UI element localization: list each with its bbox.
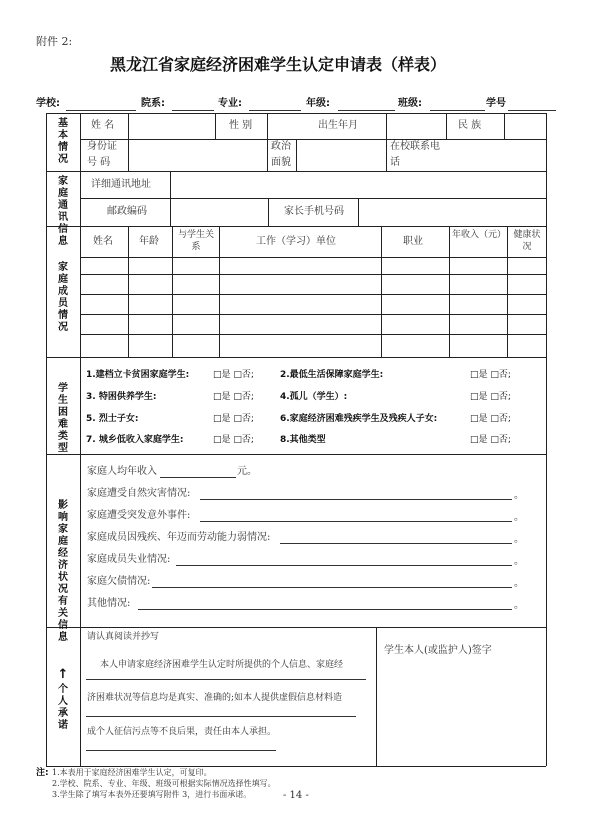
contact-section-label: 家庭通讯信息 [58, 176, 68, 247]
id-card-label-2: 号 码 [87, 157, 111, 168]
col-work-unit: 工作（学习）单位 [256, 236, 336, 247]
pledge-section-label: 个人承诺 [58, 684, 68, 731]
factor-end-5: 。 [514, 578, 524, 589]
signature-label: 学生本人(或监护人)签字 [384, 645, 492, 656]
factors-section-label: 影响家庭经济状况有关信息 [58, 500, 68, 643]
income-label: 家庭人均年收入 [87, 466, 157, 477]
factor-disability-field[interactable] [280, 543, 512, 544]
factor-unemployment-field[interactable] [176, 565, 512, 566]
political-label: 政治 [271, 141, 291, 152]
campus-phone-label: 在校联系电 [390, 141, 440, 152]
gender-label: 性 别 [229, 120, 253, 131]
factor-other-field[interactable] [138, 609, 512, 610]
factor-accident: 家庭遭受突发意外事件: [87, 510, 191, 521]
col-health: 健康状况 [513, 230, 541, 252]
parent-phone-label: 家长手机号码 [284, 206, 344, 217]
col-income: 年收入（元） [452, 230, 507, 240]
factor-end-6: 。 [514, 600, 524, 611]
difficulty-item-3-options[interactable]: □是 □否; [213, 392, 254, 402]
school-label: 学校: [36, 98, 60, 109]
factor-debt-field[interactable] [152, 587, 512, 588]
difficulty-section-label: 学生困难类型 [58, 383, 68, 454]
grade-label: 年级: [306, 98, 330, 109]
birth-label: 出生年月 [318, 120, 358, 131]
income-unit: 元。 [237, 466, 257, 477]
pledge-arrow-icon: ↑ [57, 667, 69, 682]
factor-natural-disaster-field[interactable] [200, 499, 512, 500]
pledge-copy-line-3[interactable] [86, 750, 276, 751]
difficulty-item-5-options[interactable]: □是 □否; [213, 414, 254, 424]
notes-label: 注: [36, 768, 49, 778]
difficulty-item-6-options[interactable]: □是 □否; [470, 414, 511, 424]
col-occupation: 职业 [403, 236, 423, 247]
factor-disability: 家庭成员因残疾、年迈而劳动能力弱情况: [87, 532, 271, 543]
student-id-field[interactable] [508, 110, 556, 111]
col-age: 年龄 [139, 236, 159, 247]
attachment-label: 附件 2: [36, 35, 73, 48]
factor-other: 其他情况: [87, 598, 131, 609]
difficulty-item-6: 6.家庭经济困难残疾学生及残疾人子女: [280, 414, 438, 424]
factor-unemployment: 家庭成员失业情况: [87, 554, 171, 565]
difficulty-item-1-options[interactable]: □是 □否; [213, 370, 254, 380]
name-label: 姓 名 [91, 120, 115, 131]
difficulty-item-7-options[interactable]: □是 □否; [213, 435, 254, 445]
factor-natural-disaster: 家庭遭受自然灾害情况: [87, 488, 191, 499]
pledge-instruction: 请认真阅读并抄写 [87, 632, 160, 642]
grade-field[interactable] [338, 110, 395, 111]
campus-phone-label-2: 话 [390, 157, 400, 168]
college-field[interactable] [172, 110, 214, 111]
difficulty-item-3: 3. 特困供养学生: [86, 392, 157, 402]
col-name: 姓名 [93, 236, 113, 247]
difficulty-item-4-options[interactable]: □是 □否; [470, 392, 511, 402]
postcode-label: 邮政编码 [107, 206, 147, 217]
major-label: 专业: [218, 98, 242, 109]
note-1: 1.本表用于家庭经济困难学生认定，可复印。 [52, 768, 212, 777]
members-section-label: 家庭成员情况 [58, 262, 68, 333]
difficulty-item-8-options[interactable]: □是 □否; [470, 435, 511, 445]
note-3: 3.学生除了填写本表外还要填写附件 3，进行书面承诺。 [52, 790, 252, 799]
page-number: - 14 - [283, 790, 309, 801]
difficulty-item-2-options[interactable]: □是 □否; [470, 370, 511, 380]
factor-accident-field[interactable] [200, 521, 512, 522]
difficulty-item-4: 4.孤儿（学生）: [280, 392, 348, 402]
factor-end-4: 。 [514, 556, 524, 567]
college-label: 院系: [141, 98, 165, 109]
pledge-copy-line-2[interactable] [86, 716, 356, 717]
difficulty-item-5: 5. 烈士子女: [86, 414, 139, 424]
difficulty-item-8: 8.其他类型 [280, 435, 326, 445]
pledge-text-1: 本人申请家庭经济困难学生认定时所提供的个人信息、家庭经 [100, 660, 344, 670]
school-field[interactable] [66, 110, 136, 111]
class-field[interactable] [430, 110, 485, 111]
pledge-text-2: 济困难状况等信息均是真实、准确的;如本人提供虚假信息材料造 [87, 693, 343, 703]
pledge-copy-line-1[interactable] [86, 679, 366, 680]
class-label: 班级: [398, 98, 422, 109]
basic-section-label: 基本情况 [58, 118, 68, 165]
factor-end-2: 。 [514, 512, 524, 523]
factor-debt: 家庭欠债情况: [87, 576, 151, 587]
difficulty-item-7: 7. 城乡低收入家庭学生: [86, 435, 184, 445]
factor-end-1: 。 [514, 490, 524, 501]
pledge-text-3: 成个人征信污点等不良后果，责任由本人承担。 [87, 727, 277, 737]
factor-end-3: 。 [514, 534, 524, 545]
difficulty-item-1: 1.建档立卡贫困家庭学生: [86, 370, 190, 380]
political-label-2: 面貌 [271, 157, 291, 168]
page-title: 黑龙江省家庭经济困难学生认定申请表（样表） [110, 55, 447, 74]
difficulty-item-2: 2.最低生活保障家庭学生: [280, 370, 384, 380]
note-2: 2.学校、院系、专业、年级、班级可根据实际情况选择性填写。 [52, 779, 276, 788]
col-relation: 与学生关系 [177, 230, 214, 252]
income-field[interactable] [160, 477, 236, 478]
id-card-label: 身份证 [87, 141, 117, 152]
student-id-label: 学号 [486, 98, 506, 109]
major-field[interactable] [249, 110, 301, 111]
ethnicity-label: 民 族 [458, 120, 482, 131]
address-label: 详细通讯地址 [91, 179, 151, 190]
